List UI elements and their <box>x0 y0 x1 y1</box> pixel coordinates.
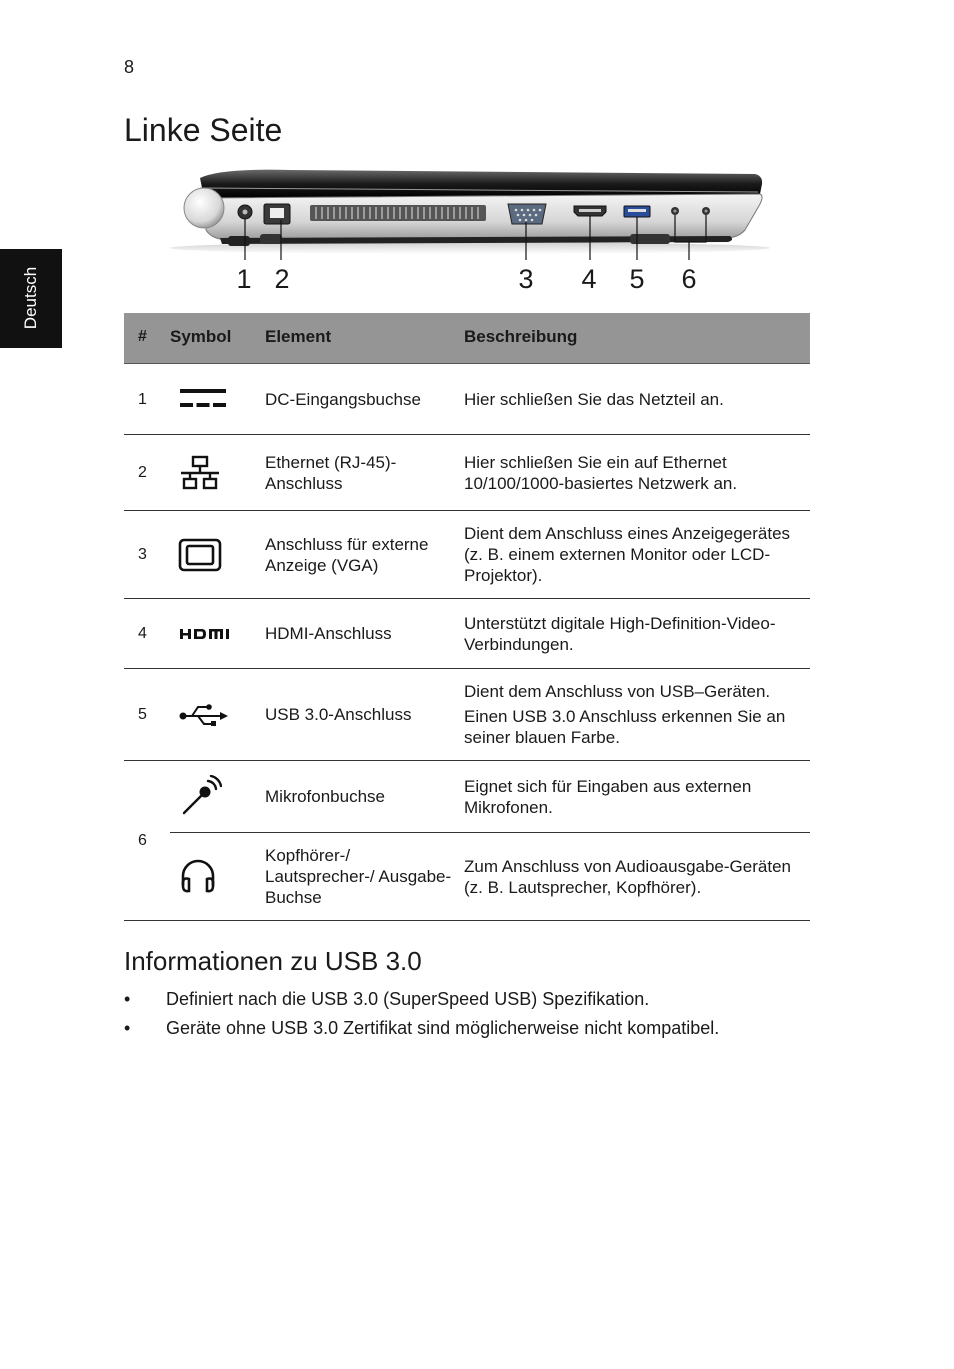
dc-power-icon <box>178 385 228 413</box>
row-element: Kopfhörer-/ Lautsprecher-/ Ausgabe-Buchse <box>265 833 464 921</box>
row-description: Hier schließen Sie ein auf Ethernet 10/100/1000-basiertes Netzwerk an. <box>464 452 738 493</box>
callout-4: 4 <box>581 264 597 294</box>
section-title: Linke Seite <box>124 112 283 148</box>
callout-1: 1 <box>236 264 252 294</box>
ethernet-icon <box>178 455 222 491</box>
row-description: Eignet sich für Eingaben aus externen Mikrofonen. <box>464 776 752 817</box>
language-tab <box>0 249 62 348</box>
microphone-icon <box>178 775 222 819</box>
row-num: 4 <box>124 599 170 669</box>
row-num: 3 <box>124 511 170 599</box>
table-row <box>124 364 810 435</box>
table-row <box>124 599 810 669</box>
callout-2: 2 <box>274 264 290 294</box>
row-element: HDMI-Anschluss <box>265 599 464 669</box>
row-element: DC-Eingangsbuchse <box>265 364 464 435</box>
hdmi-icon <box>178 627 234 641</box>
row-element: Mikrofonbuchse <box>265 761 464 833</box>
row-num: 5 <box>124 669 170 761</box>
table-header-row <box>124 313 810 364</box>
row-description: Hier schließen Sie das Netzteil an. <box>464 389 724 409</box>
table-row <box>124 511 810 599</box>
usb-info-title: Informationen zu USB 3.0 <box>124 946 422 976</box>
row-description: Dient dem Anschluss eines Anzeigegerätes (z. B. einem externen Monitor oder LCD-Projektor). <box>464 524 791 585</box>
headphones-icon <box>178 857 218 897</box>
list-item: • Definiert nach die USB 3.0 (SuperSpeed USB) Spezifikation. <box>124 986 719 1015</box>
row-num: 6 <box>124 761 170 921</box>
row-description: Dient dem Anschluss von USB–Geräten. <box>464 682 771 701</box>
row-element: Anschluss für externe Anzeige (VGA) <box>265 511 464 599</box>
callout-5: 5 <box>629 264 645 294</box>
usb-info-list <box>124 986 719 1044</box>
table-row <box>124 669 810 761</box>
row-description-note: Einen USB 3.0 Anschluss erkennen Sie an seiner blauen Farbe. <box>464 707 786 747</box>
list-item: • Geräte ohne USB 3.0 Zertifikat sind möglicherweise nicht kompatibel. <box>124 1015 719 1044</box>
header-symbol: Symbol <box>170 313 265 364</box>
callout-6: 6 <box>681 264 697 294</box>
language-tab-label: Deutsch <box>21 266 40 330</box>
row-element: USB 3.0-Anschluss <box>265 669 464 761</box>
row-num: 1 <box>124 364 170 435</box>
page-number: 8 <box>124 57 135 77</box>
laptop-left-side-illustration <box>160 160 770 260</box>
row-num: 2 <box>124 435 170 511</box>
header-element: Element <box>265 313 464 364</box>
usb-icon <box>178 702 230 728</box>
vga-icon <box>178 538 222 572</box>
table-row <box>124 761 810 833</box>
ports-table <box>124 313 810 921</box>
table-row <box>124 435 810 511</box>
table-row <box>124 833 810 921</box>
row-element: Ethernet (RJ-45)-Anschluss <box>265 435 464 511</box>
row-description: Unterstützt digitale High-Definition-Video-Verbindungen. <box>464 613 776 654</box>
header-num: # <box>124 313 170 364</box>
callout-3: 3 <box>518 264 534 294</box>
header-description: Beschreibung <box>464 313 810 364</box>
row-description: Zum Anschluss von Audioausgabe-Geräten (z. B. Lautsprecher, Kopfhörer). <box>464 856 791 897</box>
